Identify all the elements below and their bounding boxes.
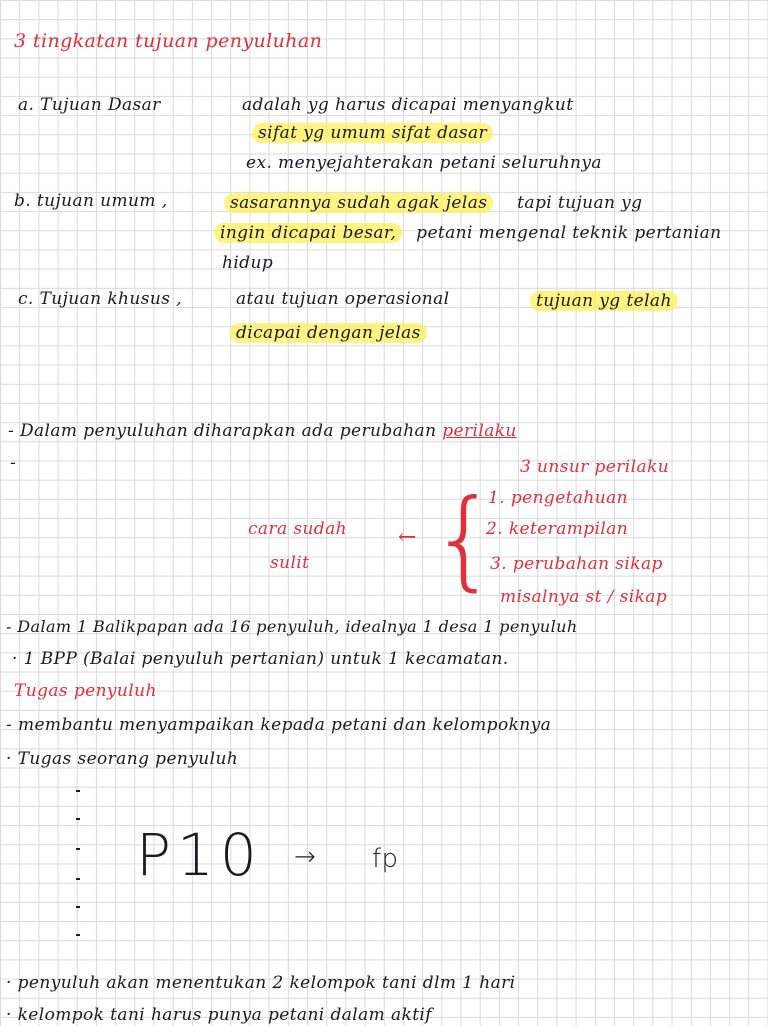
tugas-item-1: - membantu menyampaikan kepada petani dan kelompoknya [6,715,552,735]
item-c-highlight-1-line [530,290,678,312]
item-b-line2 [214,222,721,244]
left-note-1: cara sudah [248,519,347,539]
highlight: sasarannya sudah agak jelas [224,193,493,213]
perilaku-word: perilaku [442,421,517,441]
item-c-highlight-2-line [230,322,427,344]
item-c-label: c. Tujuan khusus , [18,289,182,309]
facts-line-1: - Dalam 1 Balikpapan ada 16 penyuluh, idealnya 1 desa 1 penyuluh [6,617,578,636]
highlight: tujuan yg telah [530,291,678,311]
bottom-line-1: · penyuluh akan menentukan 2 kelompok tani dlm 1 hari [6,973,516,993]
item-a-highlight-line [252,122,493,144]
tugas-item-2: · Tugas seorang penyuluh [6,749,239,769]
list-dot [76,934,80,936]
unsur-item-3: 3. perubahan sikap [490,554,663,574]
formula-left: P10 [136,821,263,889]
dash-line: - [10,453,17,473]
list-dot [76,848,80,850]
page-title: 3 tingkatan tujuan penyuluhan [14,30,323,52]
highlight: sifat yg umum sifat dasar [252,123,493,143]
item-a-text: adalah yg harus dicapai menyangkut [242,95,574,115]
unsur-item-4: misalnya st / sikap [500,587,668,607]
highlight: ingin dicapai besar, [214,223,402,243]
list-dot [76,906,80,908]
arrow-left-icon: ← [398,525,417,550]
formula-right: fp [372,844,399,874]
item-a-label: a. Tujuan Dasar [18,95,161,115]
list-dot [76,818,80,820]
item-c-text: atau tujuan operasional [236,289,450,309]
unsur-item-1: 1. pengetahuan [488,488,629,508]
left-note-2: sulit [270,553,310,573]
item-b-text2: petani mengenal teknik pertanian [416,223,722,243]
unsur-item-2: 2. keterampilan [486,519,629,539]
unsur-title: 3 unsur perilaku [520,457,670,477]
highlight: dicapai dengan jelas [230,323,427,343]
perilaku-line [8,420,517,442]
item-b-text3: hidup [222,253,274,273]
facts-line-2: · 1 BPP (Balai penyuluh pertanian) untuk 1 kecamatan. [12,649,509,669]
tugas-heading: Tugas penyuluh [14,681,157,701]
formula-arrow-icon: → [294,842,317,872]
list-dot [76,878,80,880]
item-a-example: ex. menyejahterakan petani seluruhnya [246,153,602,173]
bottom-line-2: · kelompok tani harus punya petani dalam aktif [6,1005,432,1025]
curly-brace-icon: { [430,477,499,602]
perilaku-prefix: - Dalam penyuluhan diharapkan ada perubahan [8,421,437,441]
list-dot [76,790,80,792]
item-b-line1 [224,192,642,214]
item-b-label: b. tujuan umum , [14,191,168,211]
item-b-text1: tapi tujuan yg [517,193,643,213]
